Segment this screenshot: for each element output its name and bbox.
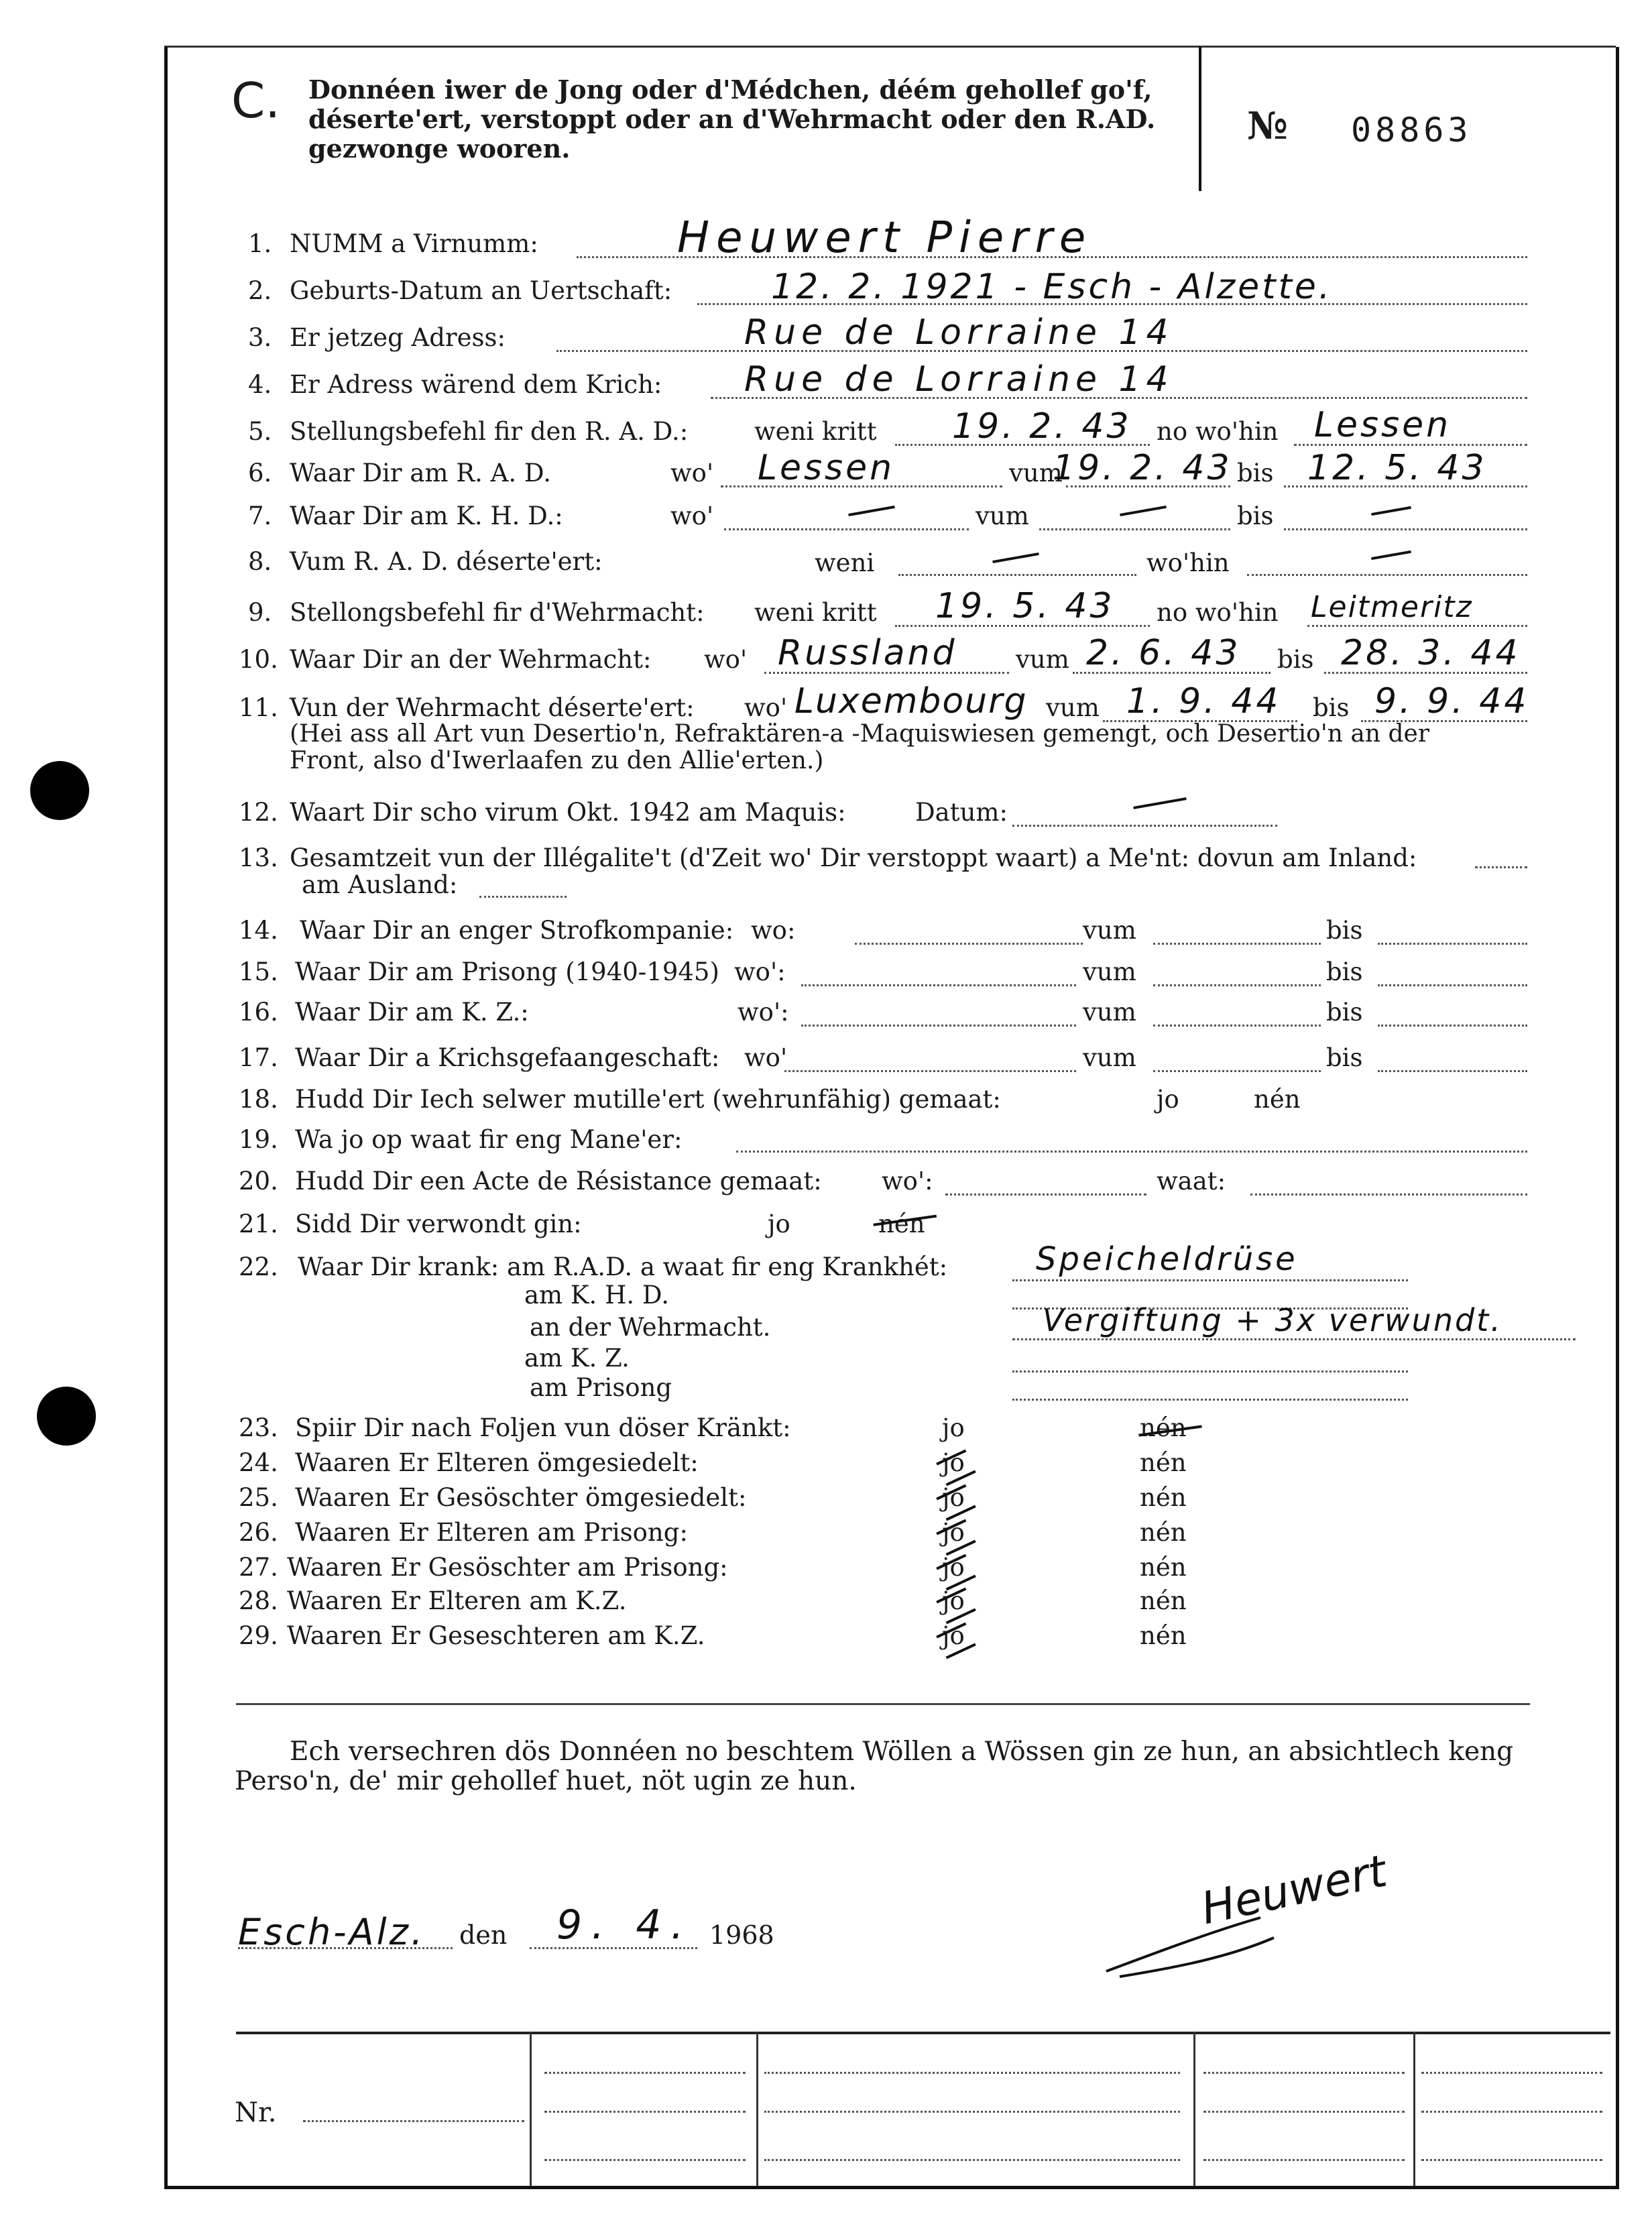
- row-number: 10.: [239, 645, 278, 674]
- field-sublabel: wo':: [738, 998, 789, 1027]
- field-sublabel: bis: [1326, 957, 1363, 986]
- field-line: [855, 943, 1083, 945]
- field-sublabel: vum: [1046, 693, 1100, 722]
- field-value-name: Heuwert Pierre: [677, 213, 1093, 263]
- field-line: [1012, 1399, 1408, 1401]
- field-label-penal: Waar Dir an enger Strofkompanie:: [300, 916, 734, 945]
- row-number: 15.: [239, 957, 278, 986]
- field-value-wehrmacht-date: 19. 5. 43: [935, 586, 1115, 626]
- field-label-birth: Geburts-Datum an Uertschaft:: [290, 276, 672, 305]
- row-number: 26.: [239, 1518, 278, 1547]
- row-number: 22.: [239, 1252, 278, 1281]
- row-number: 27.: [239, 1553, 278, 1582]
- field-value-wehrmacht-from: 2. 6. 43: [1086, 633, 1241, 673]
- field-sublabel: vum: [1083, 916, 1136, 945]
- field-value-desertion-to: 9. 9. 44: [1374, 681, 1529, 721]
- field-value-address: Rue de Lorraine 14: [744, 312, 1174, 353]
- field-line: [1012, 1338, 1576, 1340]
- field-sublabel: vum: [1016, 645, 1069, 674]
- footer-nr-label: Nr.: [235, 2097, 277, 2128]
- field-sublabel: wo:: [751, 916, 796, 945]
- row-number: 21.: [239, 1210, 278, 1238]
- field-line: [1378, 1025, 1527, 1027]
- option-yes: jo: [768, 1210, 790, 1238]
- field-sublabel: wo': [670, 502, 714, 530]
- field-line: [898, 574, 1136, 576]
- field-label-rad-order: Stellungsbefehl fir den R. A. D.:: [290, 417, 689, 446]
- row-number: 4.: [248, 370, 272, 399]
- form-number: 08863: [1351, 111, 1472, 150]
- row-number: 6.: [248, 459, 272, 487]
- field-sublabel: bis: [1326, 998, 1363, 1027]
- field-label-family: Waaren Er Elteren am K.Z.: [287, 1586, 627, 1615]
- declaration-line: Perso'n, de' mir gehollef huet, nöt ugin ze hun.: [235, 1766, 857, 1796]
- field-label-war-address: Er Adress wärend dem Krich:: [290, 370, 662, 399]
- field-value-illness-rad: Speicheldrüse: [1036, 1240, 1298, 1278]
- form-section-letter: C.: [231, 72, 281, 129]
- option-yes: jo: [1157, 1085, 1179, 1114]
- field-line: [530, 1947, 697, 1949]
- field-line: [764, 2159, 1180, 2161]
- field-sublabel: bis: [1326, 916, 1363, 945]
- row-number: 13.: [239, 843, 278, 872]
- field-line: [764, 2111, 1180, 2113]
- field-line: [1203, 2111, 1405, 2113]
- field-value-birth: 12. 2. 1921 - Esch - Alzette.: [771, 267, 1333, 307]
- field-note: (Hei ass all Art vun Desertio'n, Refraktären-a -Maquiswiesen gemengt, och Desertio'n an der: [290, 720, 1430, 748]
- option-no: nén: [1140, 1448, 1187, 1477]
- field-value-wehrmacht-to: 28. 3. 44: [1341, 633, 1521, 673]
- field-line: [1421, 2072, 1602, 2074]
- field-line: [544, 2072, 746, 2074]
- field-sublabel: bis: [1313, 693, 1350, 722]
- field-sublabel: vum: [1083, 957, 1136, 986]
- field-sublabel: vum: [1083, 998, 1136, 1027]
- row-number: 12.: [239, 798, 278, 827]
- row-number: 29.: [239, 1621, 278, 1650]
- field-sublabel: no wo'hin: [1157, 598, 1279, 627]
- field-value-wehrmacht-place: Leitmeritz: [1311, 590, 1473, 624]
- field-sublabel: weni kritt: [754, 417, 877, 446]
- signature-date: 9. 4.: [556, 1902, 693, 1948]
- field-line: [1039, 528, 1230, 530]
- field-value-rad-from: 19. 2. 43: [1053, 448, 1232, 488]
- field-label-abroad: am Ausland:: [302, 870, 458, 899]
- field-line: [1012, 1279, 1408, 1281]
- field-label-wounded: Sidd Dir verwondt gin:: [295, 1210, 582, 1238]
- signature-year: 1968: [709, 1920, 774, 1950]
- row-number: 18.: [239, 1085, 278, 1114]
- row-number: 14.: [239, 916, 278, 945]
- field-line: [544, 2159, 746, 2161]
- row-number: 11.: [239, 693, 278, 722]
- row-number: 5.: [248, 417, 272, 446]
- field-label-family: Waaren Er Elteren am Prisong:: [295, 1518, 688, 1547]
- punch-hole: [30, 761, 89, 820]
- option-no: nén: [1140, 1413, 1187, 1442]
- field-sublabel: no wo'hin: [1157, 417, 1279, 446]
- row-number: 1.: [248, 229, 272, 258]
- field-line: [238, 1947, 453, 1949]
- field-sublabel: bis: [1237, 502, 1274, 530]
- field-sublabel: am K. H. D.: [524, 1281, 669, 1309]
- field-line: [1012, 825, 1277, 827]
- declaration-line: Ech versechren dös Donnéen no beschtem Wöllen a Wössen gin ze hun, an absichtlech keng: [290, 1737, 1514, 1767]
- option-yes: jo: [942, 1448, 965, 1477]
- field-line: [1012, 1371, 1408, 1373]
- field-sublabel: weni kritt: [754, 598, 877, 627]
- row-number: 24.: [239, 1448, 278, 1477]
- field-sublabel: wo': [670, 459, 714, 487]
- header-separator: [1199, 47, 1201, 191]
- field-sublabel: weni: [815, 548, 875, 577]
- field-label-consequences: Spiir Dir nach Foljen vun döser Kränkt:: [295, 1413, 791, 1442]
- field-value-rad-date: 19. 2. 43: [952, 406, 1132, 447]
- field-label-desertion: Vun der Wehrmacht déserte'ert:: [290, 693, 695, 722]
- field-line: [1378, 1070, 1527, 1072]
- field-line: [1378, 943, 1527, 945]
- field-line: [479, 896, 567, 898]
- punch-hole: [37, 1387, 96, 1446]
- field-label-wehrmacht: Waar Dir an der Wehrmacht:: [290, 645, 652, 674]
- field-line: [784, 1070, 1076, 1072]
- field-sublabel: wo': [744, 1043, 788, 1072]
- field-line: [945, 1193, 1146, 1196]
- field-label-mutilation: Hudd Dir Iech selwer mutille'ert (wehrunfähig) gemaat:: [295, 1085, 1001, 1114]
- option-no: nén: [1140, 1621, 1187, 1650]
- field-sublabel: waat:: [1157, 1167, 1226, 1196]
- row-number: 20.: [239, 1167, 278, 1196]
- field-label-wehrmacht-order: Stellongsbefehl fir d'Wehrmacht:: [290, 598, 705, 627]
- field-sublabel: am K. Z.: [524, 1344, 630, 1373]
- field-line: [1378, 984, 1527, 986]
- field-sublabel: bis: [1237, 459, 1274, 487]
- field-value-desertion-where: Luxembourg: [794, 681, 1028, 721]
- field-line: [1307, 625, 1527, 627]
- field-label-family: Waaren Er Gesöschter am Prisong:: [287, 1553, 728, 1582]
- row-number: 8.: [248, 547, 272, 576]
- field-line: [1247, 574, 1527, 576]
- field-line: [1153, 1070, 1321, 1072]
- option-no: nén: [1140, 1586, 1187, 1615]
- field-label-illegality: Gesamtzeit vun der Illégalite't (d'Zeit wo' Dir verstoppt waart) a Me'nt: dovun am Inland:: [290, 843, 1417, 872]
- field-line: [1421, 2111, 1602, 2113]
- field-sublabel: am Prisong: [530, 1373, 672, 1402]
- field-value-desertion-from: 1. 9. 44: [1126, 681, 1281, 721]
- option-yes: jo: [942, 1483, 965, 1512]
- footer-column-divider: [1193, 2032, 1195, 2186]
- option-yes: jo: [942, 1586, 965, 1615]
- field-label-family: Waaren Er Elteren ömgesiedelt:: [295, 1448, 699, 1477]
- footer-column-divider: [756, 2032, 758, 2186]
- field-sublabel: wo': [704, 645, 748, 674]
- field-label-khd: Waar Dir am K. H. D.:: [290, 502, 563, 530]
- field-value-rad-where: Lessen: [758, 448, 895, 488]
- field-sublabel: vum: [1083, 1043, 1136, 1072]
- field-line: [1284, 528, 1527, 530]
- field-sublabel: vum: [1009, 459, 1063, 487]
- option-no: nén: [878, 1210, 925, 1238]
- field-line: [1250, 1193, 1527, 1196]
- field-line: [544, 2111, 746, 2113]
- field-line: [1203, 2159, 1405, 2161]
- field-label-illness: Waar Dir krank: am R.A.D. a waat fir eng Krankhét:: [298, 1252, 948, 1281]
- field-label-rad-desert: Vum R. A. D. déserte'ert:: [290, 547, 603, 576]
- row-number: 23.: [239, 1413, 278, 1442]
- field-label-address: Er jetzeg Adress:: [290, 323, 506, 352]
- field-note: Front, also d'Iwerlaafen zu den Allie'erten.): [290, 747, 824, 774]
- number-label: №: [1247, 104, 1288, 148]
- field-sublabel: bis: [1277, 645, 1314, 674]
- field-line: [1153, 943, 1321, 945]
- field-sublabel: wo'hin: [1146, 548, 1230, 577]
- field-sublabel: an der Wehrmacht.: [530, 1313, 771, 1342]
- field-label-manner: Wa jo op waat fir eng Mane'er:: [295, 1125, 683, 1154]
- row-number: 19.: [239, 1125, 278, 1154]
- field-value-war-address: Rue de Lorraine 14: [744, 359, 1174, 400]
- footer-column-divider: [1413, 2032, 1415, 2186]
- option-no: nén: [1254, 1085, 1301, 1114]
- field-line: [1153, 984, 1321, 986]
- row-number: 2.: [248, 276, 272, 305]
- field-sublabel: Datum:: [915, 798, 1008, 827]
- footer-column-divider: [530, 2032, 532, 2186]
- field-line: [736, 1151, 1527, 1153]
- field-line: [1203, 2072, 1405, 2074]
- option-yes: jo: [942, 1518, 965, 1547]
- option-no: nén: [1140, 1483, 1187, 1512]
- option-yes: jo: [942, 1553, 965, 1582]
- field-value-rad-to: 12. 5. 43: [1307, 448, 1487, 488]
- field-label-maquis: Waart Dir scho virum Okt. 1942 am Maquis:: [290, 798, 846, 827]
- field-line: [1153, 1025, 1321, 1027]
- form-header-text: Donnéen iwer de Jong oder d'Médchen, déém gehollef go'f, déserte'ert, verstoppt oder an d'Wehrmacht oder den R.AD. gezwonge wooren.: [308, 74, 1156, 164]
- field-label-family: Waaren Er Gesöschter ömgesiedelt:: [295, 1483, 747, 1512]
- field-line: [764, 2072, 1180, 2074]
- field-value-illness-wehrmacht: Vergiftung + 3x verwundt.: [1043, 1302, 1502, 1338]
- field-sublabel: bis: [1326, 1043, 1363, 1072]
- row-number: 7.: [248, 502, 272, 530]
- row-number: 17.: [239, 1043, 278, 1072]
- field-line: [801, 1025, 1076, 1027]
- row-number: 25.: [239, 1483, 278, 1512]
- field-sublabel: wo':: [734, 957, 786, 986]
- field-line: [724, 528, 969, 530]
- signature-place: Esch-Alz.: [238, 1911, 426, 1953]
- field-line: [1475, 866, 1527, 868]
- field-value-wehrmacht-where: Russland: [778, 633, 957, 673]
- option-no: nén: [1140, 1553, 1187, 1582]
- row-number: 16.: [239, 998, 278, 1027]
- field-line: [303, 2120, 524, 2122]
- field-label-rad: Waar Dir am R. A. D.: [290, 459, 551, 487]
- signature-flourish: [1100, 1904, 1341, 1985]
- field-sublabel: wo': [744, 693, 788, 722]
- row-number: 3.: [248, 323, 272, 352]
- option-yes: jo: [942, 1413, 965, 1442]
- field-label-name: NUMM a Virnumm:: [290, 229, 538, 258]
- row-number: 28.: [239, 1586, 278, 1615]
- option-yes: jo: [942, 1621, 965, 1650]
- field-value-rad-place: Lessen: [1314, 405, 1452, 445]
- section-divider: [236, 1703, 1530, 1705]
- field-label-prison: Waar Dir am Prisong (1940-1945): [295, 957, 719, 986]
- row-number: 9.: [248, 598, 272, 627]
- field-line: [1421, 2159, 1602, 2161]
- footer-divider: [236, 2032, 1610, 2034]
- signature: Heuwert: [1197, 1845, 1391, 1935]
- field-line: [801, 984, 1076, 986]
- field-label-family: Waaren Er Geseschteren am K.Z.: [287, 1621, 705, 1650]
- field-label-resistance: Hudd Dir een Acte de Résistance gemaat:: [295, 1167, 822, 1196]
- field-sublabel: wo':: [882, 1167, 933, 1196]
- option-no: nén: [1140, 1518, 1187, 1547]
- date-label: den: [459, 1920, 508, 1950]
- field-sublabel: vum: [976, 502, 1029, 530]
- field-label-pow: Waar Dir a Krichsgefaangeschaft:: [295, 1043, 720, 1072]
- field-label-kz: Waar Dir am K. Z.:: [295, 998, 529, 1027]
